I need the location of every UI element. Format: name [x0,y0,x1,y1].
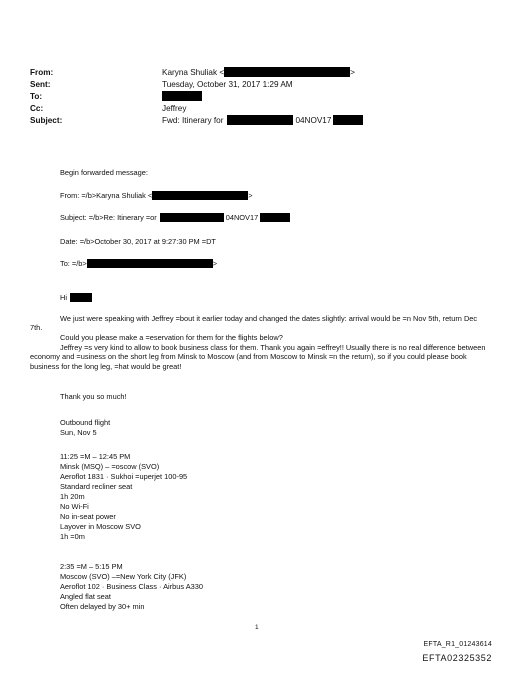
from-name: Karyna Shuliak < [162,67,225,77]
leg1-layover-duration: 1h =0m [60,532,85,541]
leg2-time: 2:35 =M – 5:15 PM [60,562,123,571]
cc-name: Jeffrey [162,104,187,113]
bates-number-r1: EFTA_R1_01243614 [423,641,492,648]
sent-date: Tuesday, October 31, 2017 1:29 AM [162,80,293,89]
forward-subject-text: Subject: =/b>Re: Itinerary =or [60,213,157,222]
to-value [162,91,202,101]
sent-value [162,80,293,89]
leg1-aircraft: Aeroflot 1831 · Sukhoi =uperjet 100-95 [60,472,188,481]
leg1-wifi: No Wi-Fi [60,502,89,511]
redaction-bar [333,115,363,125]
forward-subject-line [60,213,290,222]
redaction-bar [260,213,290,222]
paragraph-dates: We just were speaking with Jeffrey =bout it earlier today and changed the dates slightly: arrival would be =n Nov 5th, return Dec 7th. [30,314,478,333]
forward-to-text: To: =/b> [60,259,87,268]
leg1-time: 11:25 =M – 12:45 PM [60,452,131,461]
redaction-bar [227,115,293,125]
outbound-date: Sun, Nov 5 [60,428,97,437]
leg1-route: Minsk (MSQ) – =oscow (SVO) [60,462,160,471]
leg2-route: Moscow (SVO) –=New York City (JFK) [60,572,187,581]
forward-from-line [60,191,253,200]
forward-from-text: From: =/b>Karyna Shuliak < [60,191,153,200]
redaction-bar [162,91,202,101]
leg1-seat: Standard recliner seat [60,482,133,491]
cc-label: Cc: [30,104,44,113]
sent-label: Sent: [30,80,51,89]
greeting: Hi [60,293,67,302]
forward-date-line: Date: =/b>October 30, 2017 at 9:27:30 PM =DT [60,237,216,246]
page-number: 1 [255,624,259,631]
forward-from-bracket: > [248,191,253,200]
leg1-duration: 1h 20m [60,492,85,501]
subject-label: Subject: [30,116,63,125]
redaction-bar [160,213,224,222]
redaction-bar [224,67,350,77]
subject-value [162,115,363,125]
paragraph-reservation: Could you please make a =eservation for them for the flights below? [60,333,283,342]
leg1-layover: Layover in Moscow SVO [60,522,141,531]
leg1-power: No in-seat power [60,512,116,521]
redaction-bar [152,191,248,200]
outbound-title: Outbound flight [60,418,111,427]
forward-subject-code: 04NOV17 [225,213,259,222]
to-label: To: [30,92,43,101]
leg2-aircraft: Aeroflot 102 · Business Class · Airbus A330 [60,582,203,591]
cc-value [162,104,186,113]
redaction-bar [70,293,92,302]
redaction-bar [87,259,213,268]
paragraph-business-class: Jeffrey =s very kind to allow to book business class for them. Thank you again =effrey!! Usually there is no real difference between economy and =usiness on the short leg from Minsk to Moscow (and from Moscow to Minsk =n the return), so if you could please book business for the long leg, =hat would be great! [30,343,486,371]
leg2-seat: Angled flat seat [60,592,111,601]
greeting-line [60,293,92,302]
subject-code: 04NOV17 [295,115,332,125]
forward-intro: Begin forwarded message: [60,168,148,177]
from-bracket: > [350,67,355,77]
bates-number: EFTA02325352 [422,653,492,663]
forward-to-line [60,259,217,268]
leg2-delay-note: Often delayed by 30+ min [60,602,145,611]
subject-text: Fwd: Itinerary for [162,115,224,125]
from-value [162,67,355,77]
thanks-line: Thank you so much! [60,392,127,401]
from-label: From: [30,68,54,77]
forward-to-bracket: > [212,259,218,268]
